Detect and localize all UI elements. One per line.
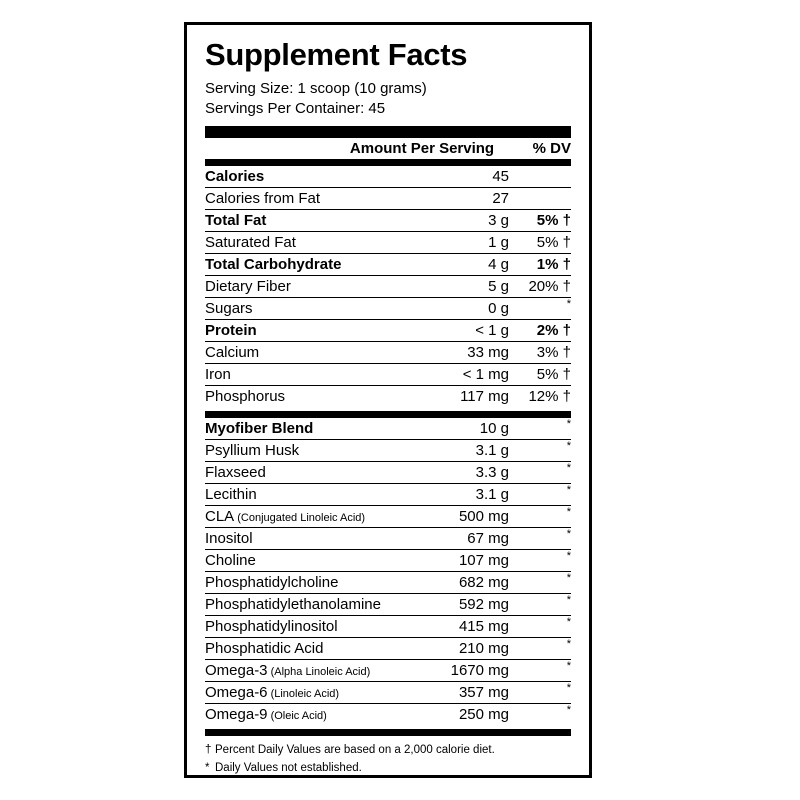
table-row: [205, 572, 571, 594]
table-header-row: [205, 138, 571, 159]
blend-item-amount: 107 mg: [433, 550, 509, 572]
footnote-line: [205, 741, 571, 759]
nutrient-dv: 20% †: [509, 276, 571, 298]
blend-item-name: Flaxseed: [205, 462, 433, 484]
blend-item-amount: 67 mg: [433, 528, 509, 550]
blend-item-name: Choline: [205, 550, 433, 572]
table-row: [205, 232, 571, 254]
blend-item-name: CLA (Conjugated Linoleic Acid): [205, 506, 433, 528]
footnote-text: Percent Daily Values are based on a 2,000 calorie diet.: [215, 744, 495, 757]
blend-item-dv: *: [509, 682, 571, 704]
nutrient-amount: 4 g: [429, 254, 509, 276]
nutrient-dv: [509, 166, 571, 188]
table-row: [205, 320, 571, 342]
nutrient-dv: *: [509, 298, 571, 320]
blend-item-dv: *: [509, 594, 571, 616]
table-row: [205, 682, 571, 704]
table-row: [205, 418, 571, 440]
blend-item-subname: (Oleic Acid): [267, 710, 327, 723]
blend-item-dv: *: [509, 440, 571, 462]
blend-item-name: Psyllium Husk: [205, 440, 433, 462]
nutrient-name: Calories: [205, 166, 429, 188]
amounts-header-table: [205, 138, 571, 159]
blend-item-amount: 210 mg: [433, 638, 509, 660]
nutrient-amount: 1 g: [429, 232, 509, 254]
blend-item-dv: *: [509, 660, 571, 682]
nutrient-dv: 12% †: [528, 388, 571, 406]
nutrient-name: Sugars: [205, 298, 429, 320]
nutrient-dv: 5% †: [509, 232, 571, 254]
nutrient-amount: 0 g: [429, 298, 509, 320]
blend-item-subname: (Conjugated Linoleic Acid): [234, 512, 366, 525]
blend-item-amount: 682 mg: [433, 572, 509, 594]
blend-item-amount: 250 mg: [458, 706, 509, 724]
table-row: [205, 550, 571, 572]
table-row: [205, 210, 571, 232]
footnotes: [205, 736, 571, 778]
nutrient-amount: 45: [429, 166, 509, 188]
footnote-line: [205, 759, 571, 777]
blend-table: [205, 418, 571, 725]
nutrient-amount: 27: [429, 188, 509, 210]
blend-item-amount: 592 mg: [433, 594, 509, 616]
nutrient-amount: 117 mg: [460, 388, 509, 406]
nutrient-name: Protein: [205, 320, 429, 342]
nutrient-dv: 5% †: [509, 364, 571, 386]
nutrient-name: Total Carbohydrate: [205, 254, 429, 276]
blend-item-dv: *: [509, 506, 571, 528]
table-row: [205, 342, 571, 364]
supplement-facts-panel: [184, 22, 592, 778]
blend-item-name: Phosphatidylinositol: [205, 616, 433, 638]
blend-item-name: Omega-3 (Alpha Linoleic Acid): [205, 660, 433, 682]
nutrient-dv: 5% †: [509, 210, 571, 232]
nutrient-name: Phosphorus: [205, 388, 286, 406]
blend-item-dv: *: [566, 704, 571, 717]
table-row: [205, 276, 571, 298]
blend-item-name: Phosphatidylethanolamine: [205, 594, 433, 616]
blend-item-amount: 3.1 g: [433, 440, 509, 462]
nutrient-name: Calcium: [205, 342, 429, 364]
nutrient-amount: 3 g: [429, 210, 509, 232]
blend-item-amount: 1670 mg: [433, 660, 509, 682]
table-row: [205, 528, 571, 550]
table-row: [205, 166, 571, 188]
blend-item-name: Myofiber Blend: [205, 418, 433, 440]
servings-per-container: Servings Per Container: 45: [205, 99, 386, 117]
blend-item-name: Omega-9 (Oleic Acid): [205, 706, 327, 724]
blend-item-name: Phosphatidylcholine: [205, 572, 433, 594]
nutrient-amount: 33 mg: [429, 342, 509, 364]
nutrient-dv: 1% †: [509, 254, 571, 276]
blend-item-name: Phosphatidic Acid: [205, 638, 433, 660]
table-row: [205, 594, 571, 616]
nutrient-name: Calories from Fat: [205, 188, 429, 210]
blend-item-amount: 3.1 g: [433, 484, 509, 506]
blend-item-name: Inositol: [205, 528, 433, 550]
nutrient-amount: < 1 mg: [429, 364, 509, 386]
footnote-text: Daily Values not established.: [215, 762, 362, 775]
header-percent-dv: % DV: [532, 140, 571, 158]
divider-medium-header: [205, 159, 571, 166]
blend-item-dv: *: [509, 528, 571, 550]
blend-item-amount: 500 mg: [433, 506, 509, 528]
divider-medium-blend: [205, 411, 571, 418]
blend-item-amount: 357 mg: [433, 682, 509, 704]
nutrient-amount: < 1 g: [429, 320, 509, 342]
blend-item-dv: *: [509, 638, 571, 660]
table-row: [205, 638, 571, 660]
nutrient-name: Dietary Fiber: [205, 276, 429, 298]
blend-item-dv: *: [509, 418, 571, 440]
blend-item-amount: 415 mg: [433, 616, 509, 638]
blend-item-dv: *: [509, 462, 571, 484]
table-row: [205, 660, 571, 682]
table-row: [205, 386, 571, 408]
footnote-symbol: †: [205, 744, 212, 757]
divider-thick-top: [205, 126, 571, 138]
blend-item-dv: *: [509, 550, 571, 572]
nutrient-name: Iron: [205, 364, 429, 386]
page-title: Supplement Facts: [205, 37, 468, 72]
nutrient-name: Total Fat: [205, 210, 429, 232]
table-row: [205, 484, 571, 506]
blend-item-name: Omega-6 (Linoleic Acid): [205, 682, 433, 704]
nutrient-amount: 5 g: [429, 276, 509, 298]
blend-item-dv: *: [509, 572, 571, 594]
nutrient-dv: 3% †: [509, 342, 571, 364]
blend-item-amount: 10 g: [433, 418, 509, 440]
table-row: [205, 462, 571, 484]
serving-size: Serving Size: 1 scoop (10 grams): [205, 79, 427, 97]
nutrient-dv: 2% †: [509, 320, 571, 342]
table-row: [205, 364, 571, 386]
table-row: [205, 254, 571, 276]
table-row: [205, 506, 571, 528]
table-row: [205, 188, 571, 210]
blend-item-amount: 3.3 g: [433, 462, 509, 484]
header-amount-per-serving: Amount Per Serving: [349, 140, 495, 158]
table-row: [205, 704, 571, 726]
divider-medium-footer: [205, 729, 571, 736]
footnote-symbol: *: [205, 762, 210, 775]
table-row: [205, 440, 571, 462]
nutrient-table: [205, 166, 571, 407]
nutrient-name: Saturated Fat: [205, 232, 429, 254]
table-row: [205, 616, 571, 638]
nutrient-dv: [509, 188, 571, 210]
blend-item-name: Lecithin: [205, 484, 433, 506]
table-row: [205, 298, 571, 320]
blend-item-dv: *: [509, 484, 571, 506]
blend-item-subname: (Linoleic Acid): [267, 688, 340, 701]
blend-item-subname: (Alpha Linoleic Acid): [267, 666, 371, 679]
blend-item-dv: *: [509, 616, 571, 638]
